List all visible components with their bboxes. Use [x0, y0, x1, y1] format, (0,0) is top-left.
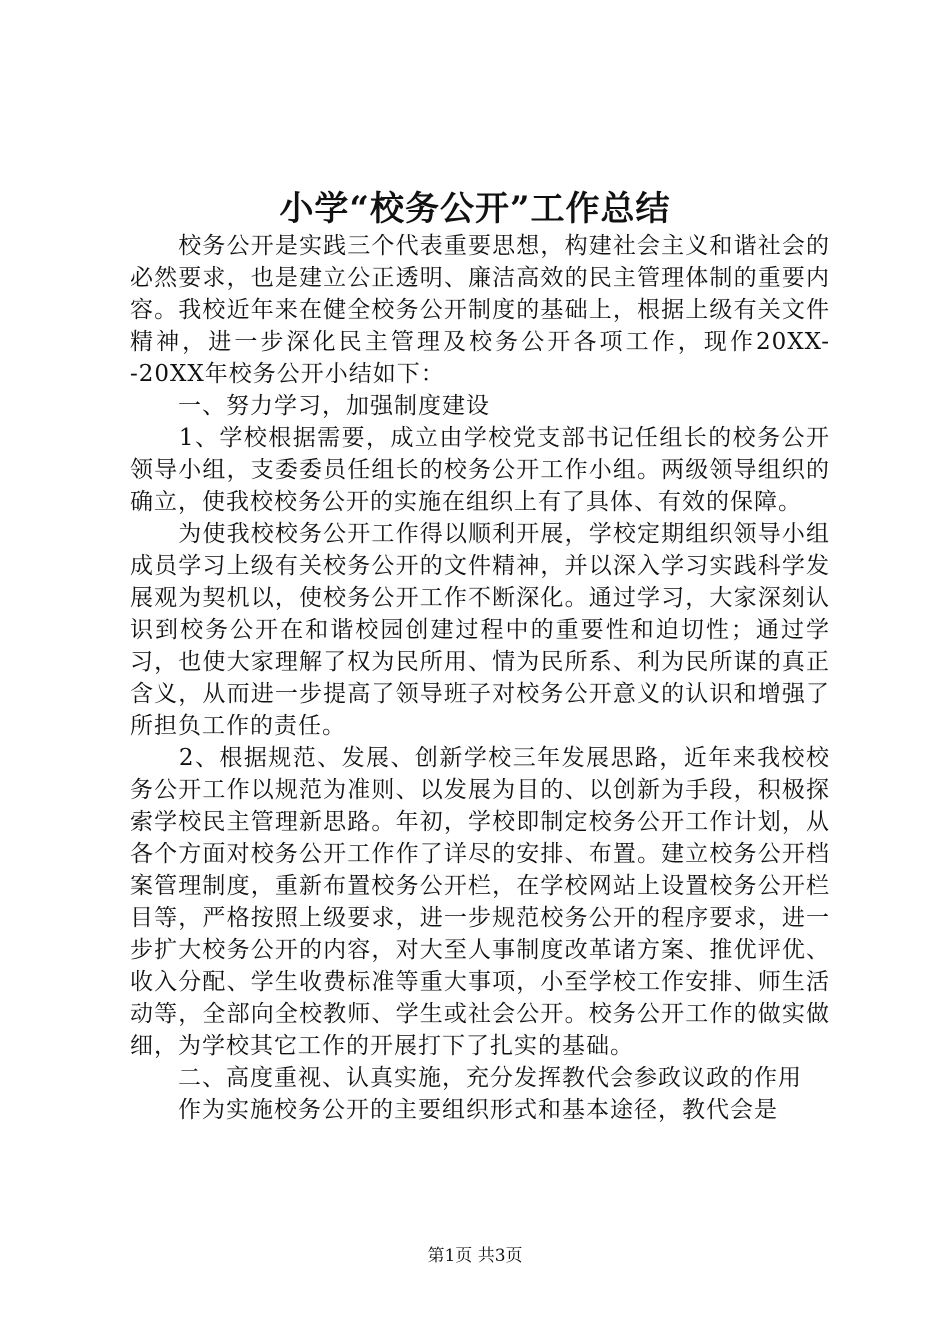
section-heading-1: 一、努力学习，加强制度建设 — [130, 393, 490, 419]
paragraph-2: 2、根据规范、发展、创新学校三年发展思路，近年来我校校务公开工作以规范为准则、以发展为目的、以创新为手段，积极探索学校民主管理新思路。年初，学校即制定校务公开工作计划，从各个方面对校务公开工作作了详尽的安排、布置。建立校务公开档案管理制度，重新布置校务公开栏，在学校网站上设置校务公开栏目等，严格按照上级要求，进一步规范校务公开的程序要求，进一步扩大校务公开的内容，对大至人事制度改革诸方案、推优评优、收入分配、学生收费标准等重大事项，小至学校工作安排、师生活动等，全部向全校教师、学生或社会公开。校务公开工作的做实做细，为学校其它工作的开展打下了扎实的基础。 — [130, 745, 830, 1059]
section-heading-2: 二、高度重视、认真实施，充分发挥教代会参政议政的作用 — [130, 1065, 802, 1091]
paragraph-1: 1、学校根据需要，成立由学校党支部书记任组长的校务公开领导小组，支委委员任组长的校务公开工作小组。两级领导组织的确立，使我校校务公开的实施在组织上有了具体、有效的保障。 — [130, 425, 830, 515]
paragraph-study: 为使我校校务公开工作得以顺利开展，学校定期组织领导小组成员学习上级有关校务公开的文件精神，并以深入学习实践科学发展观为契机以，使校务公开工作不断深化。通过学习，大家深刻认识到校务公开在和谐校园创建过程中的重要性和迫切性；通过学习，也使大家理解了权为民所用、情为民所系、利为民所谋的真正含义，从而进一步提高了领导班子对校务公开意义的认识和增强了所担负工作的责任。 — [130, 521, 830, 739]
paragraph-teacher-congress: 作为实施校务公开的主要组织形式和基本途径，教代会是 — [130, 1097, 778, 1123]
page-footer: 第1页 共3页 — [427, 1246, 523, 1266]
document-body — [130, 230, 830, 1126]
document-title: 小学“校务公开”工作总结 — [279, 189, 671, 229]
paragraph-intro: 校务公开是实践三个代表重要思想，构建社会主义和谐社会的必然要求，也是建立公正透明、廉洁高效的民主管理体制的重要内容。我校近年来在健全校务公开制度的基础上，根据上级有关文件精神，进一步深化民主管理及校务公开各项工作，现作20XX--20XX年校务公开小结如下： — [130, 233, 830, 387]
